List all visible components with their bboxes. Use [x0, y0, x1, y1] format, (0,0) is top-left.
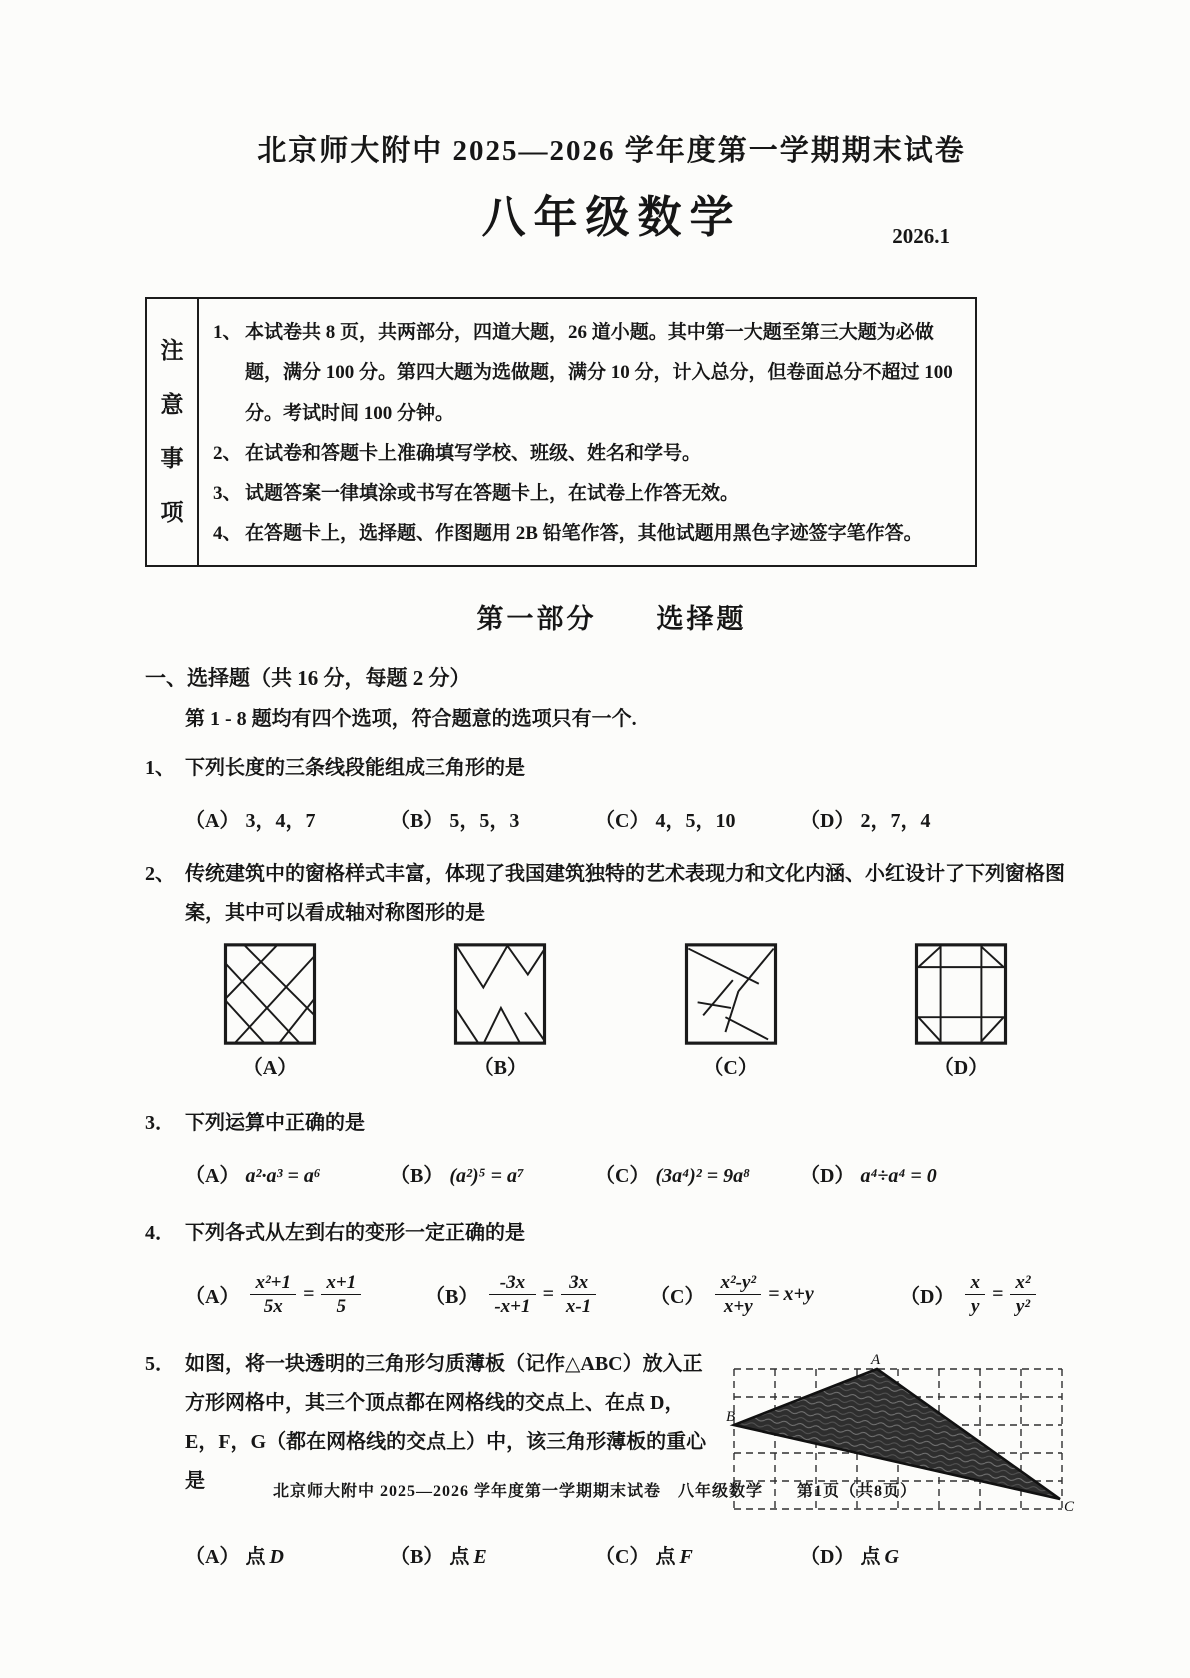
window-pattern-d — [914, 943, 1008, 1080]
option-d-label: （D） — [800, 1546, 855, 1569]
option-a — [185, 1540, 390, 1569]
window-pattern-c-figure — [684, 943, 778, 1045]
notice-item-text: 在试卷和答题卡上准确填写学校、班级、姓名和学号。 — [245, 442, 702, 464]
question-3-text: 下列运算中正确的是 — [185, 1111, 365, 1134]
question-3-number: 3． — [145, 1111, 175, 1134]
fraction-numerator: x² — [1010, 1271, 1035, 1296]
fraction — [489, 1271, 535, 1320]
subject-row — [145, 181, 1078, 247]
fraction-denominator: x+y — [723, 1296, 753, 1318]
notice-item — [209, 434, 961, 474]
exam-date: 2026.1 — [892, 224, 950, 248]
option-d-label: （D） — [800, 1164, 855, 1187]
option-a-math: a²·a³ = a⁶ — [245, 1164, 321, 1187]
equals-sign: = — [302, 1283, 315, 1306]
option-c-point: F — [679, 1546, 693, 1569]
fraction-numerator: 3x — [561, 1271, 596, 1296]
notice-box — [145, 297, 977, 567]
question-2-number: 2、 — [145, 862, 175, 885]
notice-item — [209, 514, 961, 554]
option-d — [800, 1540, 899, 1569]
notice-item-number: 1、 — [213, 322, 242, 343]
equals-sign: = — [542, 1283, 554, 1306]
question-2-figures — [145, 933, 1078, 1080]
option-b — [390, 804, 595, 833]
option-a-point: D — [269, 1546, 284, 1569]
figure-c-label: （C） — [703, 1056, 758, 1079]
page-footer: 北京师大附中 2025—2026 学年度第一学期期末试卷 八年级数学 第1页（共8页） — [272, 1483, 917, 1500]
option-c-label: （C） — [595, 809, 650, 832]
option-c-label: （C） — [595, 1546, 650, 1569]
question-4-number: 4． — [145, 1221, 175, 1244]
option-d — [800, 1159, 937, 1188]
window-pattern-d-figure — [914, 943, 1008, 1045]
section-title: 第一部分 选择题 — [476, 603, 747, 634]
option-b — [425, 1271, 650, 1320]
option-b-point: E — [473, 1546, 487, 1569]
fraction-denominator: x-1 — [565, 1296, 592, 1318]
fraction-numerator: x²-y² — [715, 1271, 761, 1296]
option-d — [900, 1271, 1039, 1320]
option-d-point: G — [884, 1546, 899, 1569]
notice-item-text: 本试卷共 8 页，共两部分，四道大题，26 道小题。其中第一大题至第三大题为必做题，满分 100 分。第四大题为选做题，满分 10 分，计入总分，但卷面总分不超过 100 分。考试时间 100 分钟。 — [245, 322, 953, 424]
fraction — [321, 1271, 361, 1320]
figure-d-label: （D） — [933, 1056, 989, 1079]
fraction — [965, 1271, 985, 1320]
vertex-c-label: C — [1064, 1499, 1075, 1516]
question-2 — [145, 855, 1085, 933]
figure-b-label: （B） — [473, 1056, 527, 1079]
option-a-word: 点 — [245, 1546, 266, 1569]
question-1 — [145, 749, 1078, 788]
option-a — [185, 804, 390, 833]
option-a-label: （A） — [185, 809, 240, 832]
expression: x+y — [783, 1283, 814, 1306]
option-d-label: （D） — [800, 809, 855, 832]
option-b-label: （B） — [390, 1546, 444, 1569]
question-2-text: 传统建筑中的窗格样式丰富，体现了我国建筑独特的艺术表现力和文化内涵、小红设计了下列窗格图案，其中可以看成轴对称图形的是 — [185, 862, 1065, 924]
page-title: 北京师大附中 2025—2026 学年度第一学期期末试卷 — [257, 135, 966, 167]
option-c-label: （C） — [650, 1286, 705, 1309]
fraction-denominator: -x+1 — [494, 1296, 531, 1318]
equals-sign: = — [991, 1283, 1004, 1306]
fraction-denominator: 5x — [263, 1296, 283, 1318]
option-b-label: （B） — [390, 809, 444, 832]
fraction-numerator: x²+1 — [250, 1271, 296, 1296]
section-note: 第 1 - 8 题均有四个选项，符合题意的选项只有一个. — [185, 707, 637, 730]
option-c-math: (3a⁴)² = 9a⁸ — [655, 1164, 751, 1187]
option-d — [800, 804, 930, 833]
notice-side-column — [147, 299, 199, 565]
notice-list — [199, 299, 975, 565]
fraction-numerator: x — [965, 1271, 985, 1296]
section-heading: 一、选择题（共 16 分，每题 2 分） — [145, 665, 471, 690]
vertex-b-label: B — [726, 1409, 736, 1426]
notice-item-text: 在答题卡上，选择题、作图题用 2B 铅笔作答，其他试题用黑色字迹签字笔作答。 — [245, 523, 923, 545]
fraction — [561, 1271, 596, 1320]
option-d-label: （D） — [900, 1286, 955, 1309]
fraction-denominator: y² — [1015, 1296, 1031, 1318]
question-3-options — [145, 1159, 1078, 1188]
option-d-word: 点 — [860, 1546, 881, 1569]
question-5-text: 如图，将一块透明的三角形匀质薄板（记作△ABC）放入正方形网格中，其三个顶点都在网格线的交点上、在点 D，E，F，G（都在网格线的交点上）中，该三角形薄板的重心是 — [185, 1353, 707, 1493]
question-4-options — [145, 1271, 1078, 1320]
question-1-options — [145, 804, 1078, 833]
window-pattern-b-figure — [453, 943, 547, 1045]
notice-item — [209, 474, 961, 514]
window-pattern-a — [223, 943, 317, 1080]
option-a-label: （A） — [185, 1546, 240, 1569]
option-a — [185, 1271, 425, 1320]
notice-side-label: 注意事项 — [160, 337, 184, 525]
option-c-value: 4，5，10 — [655, 809, 736, 832]
option-b-math: (a²)⁵ = a⁷ — [449, 1164, 524, 1187]
notice-item-number: 2、 — [213, 442, 242, 464]
equals-sign: = — [768, 1283, 780, 1306]
notice-item-number: 3、 — [213, 483, 242, 505]
option-b-word: 点 — [449, 1546, 470, 1569]
option-a-label: （A） — [185, 1164, 240, 1187]
option-d-value: 2，7，4 — [860, 809, 931, 832]
fraction-numerator: x+1 — [321, 1271, 361, 1296]
option-b — [390, 1540, 595, 1569]
fraction-numerator: -3x — [489, 1271, 535, 1296]
notice-item-number: 4、 — [213, 523, 242, 545]
option-b-label: （B） — [425, 1286, 479, 1309]
figure-a-label: （A） — [242, 1056, 298, 1079]
option-c-label: （C） — [595, 1164, 650, 1187]
window-pattern-a-figure — [223, 943, 317, 1045]
question-4-text: 下列各式从左到右的变形一定正确的是 — [185, 1221, 525, 1244]
fraction — [715, 1271, 761, 1320]
option-c — [595, 1159, 800, 1188]
question-5-options — [145, 1540, 1078, 1569]
fraction — [250, 1271, 296, 1320]
fraction — [1010, 1271, 1035, 1320]
fraction-denominator: 5 — [336, 1296, 347, 1318]
window-pattern-c — [684, 943, 778, 1080]
option-a — [185, 1159, 390, 1188]
question-5-number: 5． — [145, 1353, 175, 1376]
option-d-math: a⁴÷a⁴ = 0 — [860, 1164, 937, 1187]
option-c — [595, 804, 800, 833]
question-4 — [145, 1214, 1078, 1253]
option-c — [595, 1540, 800, 1569]
option-a-value: 3，4，7 — [245, 809, 316, 832]
question-3 — [145, 1104, 1078, 1143]
subject-title: 八年级数学 — [481, 193, 742, 242]
option-b-value: 5，5，3 — [449, 809, 520, 832]
vertex-a-label: A — [871, 1352, 881, 1369]
option-c — [650, 1271, 900, 1320]
option-c-word: 点 — [655, 1546, 676, 1569]
notice-item — [209, 313, 961, 434]
window-pattern-b — [453, 943, 547, 1080]
option-b — [390, 1159, 595, 1188]
notice-item-text: 试题答案一律填涂或书写在答题卡上，在试卷上作答无效。 — [245, 483, 740, 505]
option-b-label: （B） — [390, 1164, 444, 1187]
option-a-label: （A） — [185, 1286, 240, 1309]
question-1-number: 1、 — [145, 756, 175, 779]
question-1-text: 下列长度的三条线段能组成三角形的是 — [185, 756, 525, 779]
fraction-denominator: y — [970, 1296, 980, 1318]
